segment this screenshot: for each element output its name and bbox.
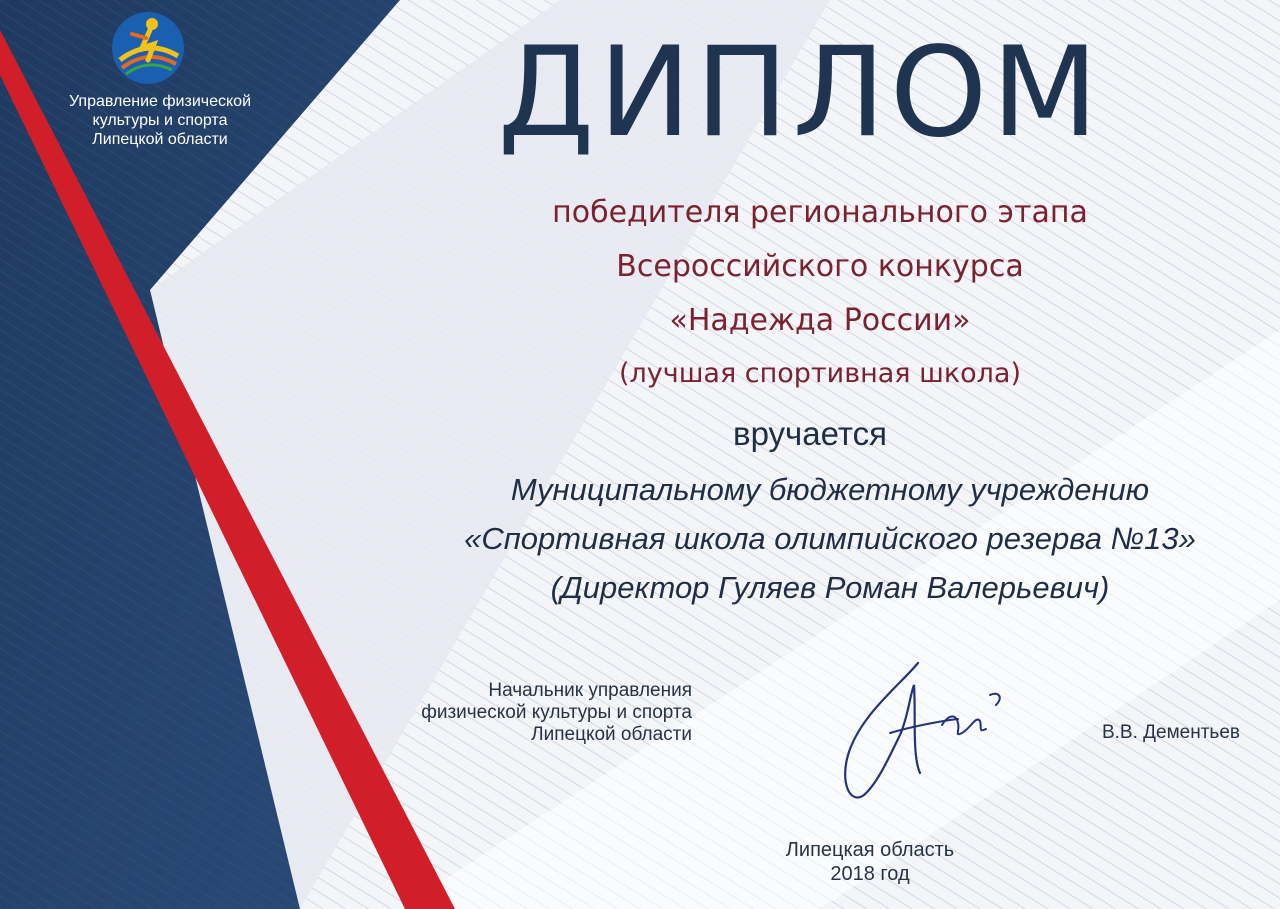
awarded-label: вручается — [733, 415, 887, 452]
footer-place-date — [740, 838, 1000, 886]
subtitle-line: (лучшая спортивная школа) — [618, 358, 1022, 389]
recipient-line: «Спортивная школа олимпийского резерва №13» — [464, 521, 1196, 556]
footer-line: Липецкая область — [785, 839, 955, 861]
sports-federation-logo-icon — [108, 8, 188, 88]
signatory-title-line: Начальник управления — [488, 680, 692, 701]
subtitle-line: «Надежда России» — [669, 303, 971, 338]
organization-name — [40, 92, 280, 149]
subtitle-line: победителя регионального этапа — [552, 195, 1088, 230]
signatory-title-line: физической культуры и спорта — [421, 702, 692, 723]
footer-line: 2018 год — [830, 863, 910, 885]
subtitle-line: Всероссийского конкурса — [616, 249, 1024, 284]
org-line: Липецкой области — [92, 131, 228, 148]
recipient-line: (Директор Гуляев Роман Валерьевич) — [550, 570, 1110, 605]
signatory-name: В.В. Дементьев — [1101, 722, 1240, 743]
org-line: культуры и спорта — [92, 112, 228, 129]
signatory-title — [360, 680, 692, 746]
diploma-title: ДИПЛОМ — [497, 21, 1103, 165]
org-line: Управление физической — [68, 93, 251, 110]
handwritten-signature-icon — [830, 655, 1020, 815]
signatory-title-line: Липецкой области — [531, 724, 692, 745]
recipient-line: Муниципальному бюджетному учреждению — [510, 472, 1150, 507]
